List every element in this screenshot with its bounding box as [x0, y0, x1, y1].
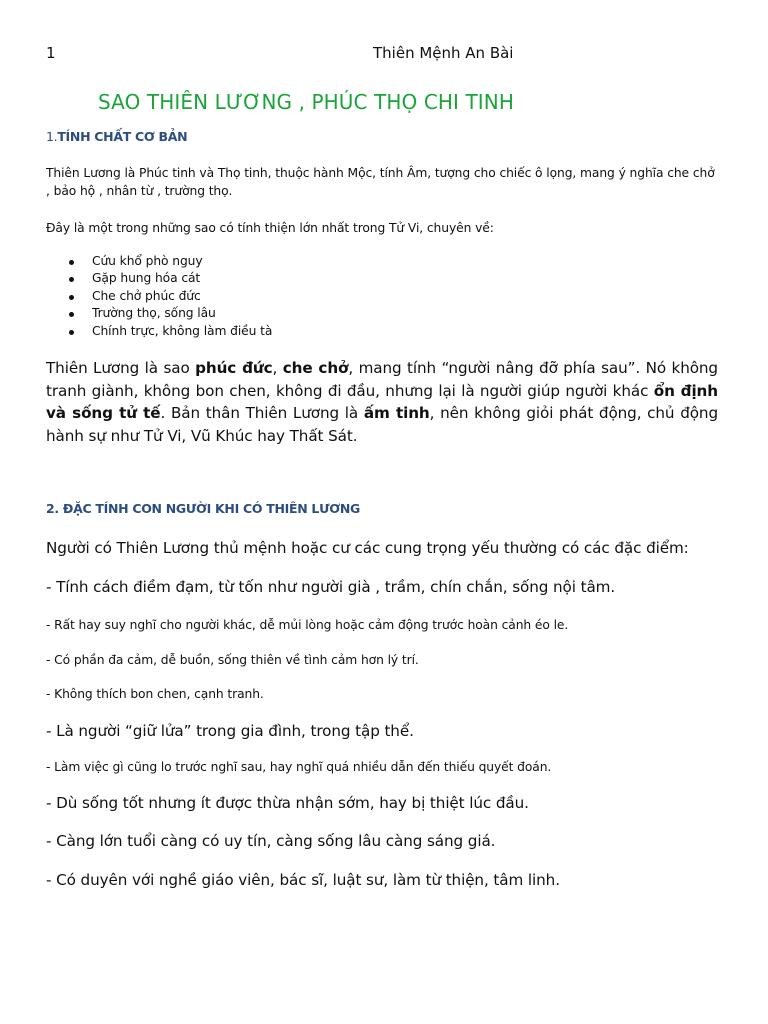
trait-item: - Làm việc gì cũng lo trước nghĩ sau, hay nghĩ quá nhiều dẫn đến thiếu quyết đoán. [46, 760, 552, 774]
page-number: 1 [46, 44, 56, 62]
bullet-icon [69, 312, 74, 317]
document-title: SAO THIÊN LƯƠNG , PHÚC THỌ CHI TINH [98, 90, 514, 114]
section-2-heading: 2. ĐẶC TÍNH CON NGƯỜI KHI CÓ THIÊN LƯƠNG [46, 501, 360, 516]
section-2-lead: Người có Thiên Lương thủ mệnh hoặc cư các cung trọng yếu thường có các đặc điểm: [46, 539, 689, 557]
trait-item: - Rất hay suy nghĩ cho người khác, dễ mủi lòng hoặc cảm động trước hoàn cảnh éo le. [46, 618, 569, 632]
trait-item: - Có phần đa cảm, dễ buồn, sống thiên về tình cảm hơn lý trí. [46, 653, 419, 667]
trait-item: - Tính cách điềm đạm, từ tốn như người già , trầm, chín chắn, sống nội tâm. [46, 578, 616, 596]
trait-item: - Là người “giữ lửa” trong gia đình, trong tập thể. [46, 722, 414, 740]
intro-paragraph-2: Đây là một trong những sao có tính thiện lớn nhất trong Tử Vi, chuyên về: [46, 221, 494, 235]
bullet-list [46, 253, 272, 340]
summary-paragraph: Thiên Lương là sao phúc đức, che chở, mang tính “người nâng đỡ phía sau”. Nó không tranh giành, không bon chen, không đi đầu, nhưng lại là người giúp người khác ổn định và sống tử tế. Bản thân Thiên Lương là ấm tinh, nên không giỏi phát động, chủ động hành sự như Tử Vi, Vũ Khúc hay Thất Sát. [46, 359, 718, 445]
intro-paragraph: Thiên Lương là Phúc tinh và Thọ tinh, thuộc hành Mộc, tính Âm, tượng cho chiếc ô lọng, mang ý nghĩa che chở , bảo hộ , nhân từ , trường thọ. [46, 166, 715, 198]
running-title: Thiên Mệnh An Bài [373, 44, 514, 62]
bullet-icon [69, 260, 74, 265]
list-item: Gặp hung hóa cát [46, 270, 272, 287]
bullet-icon [69, 295, 74, 300]
section-1-heading [46, 129, 187, 144]
section-1-number: 1. [46, 129, 58, 144]
bullet-icon [69, 277, 74, 282]
trait-item: - Có duyên với nghề giáo viên, bác sĩ, luật sư, làm từ thiện, tâm linh. [46, 871, 560, 889]
list-item: Cứu khổ phò nguy [46, 253, 272, 270]
list-item: Chính trực, không làm điều tà [46, 323, 272, 340]
list-item: Che chở phúc đức [46, 288, 272, 305]
section-1-title: TÍNH CHẤT CƠ BẢN [57, 129, 188, 144]
trait-item: - Càng lớn tuổi càng có uy tín, càng sống lâu càng sáng giá. [46, 832, 496, 850]
trait-item: - Không thích bon chen, cạnh tranh. [46, 687, 264, 701]
bullet-icon [69, 330, 74, 335]
list-item: Trường thọ, sống lâu [46, 305, 272, 322]
trait-item: - Dù sống tốt nhưng ít được thừa nhận sớm, hay bị thiệt lúc đầu. [46, 794, 529, 812]
